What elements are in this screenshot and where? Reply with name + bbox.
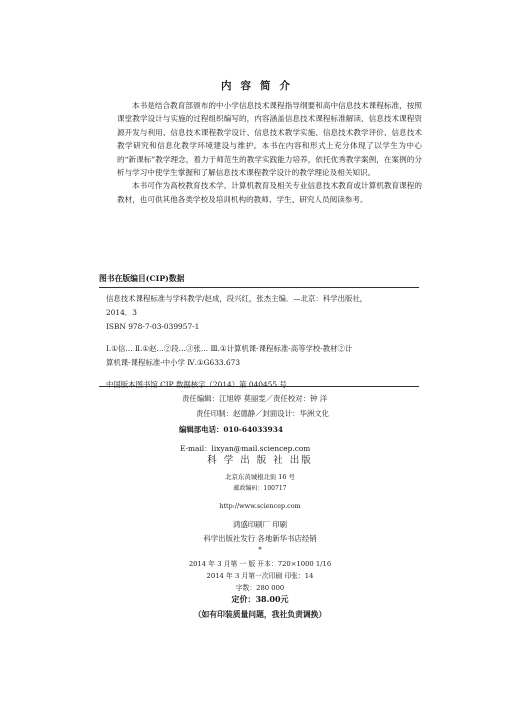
- publisher-name: 科 学 出 版 社 出版: [207, 455, 313, 466]
- word-count: 字数：280 000: [235, 584, 285, 592]
- summary-paragraph-2: 本书可作为高校教育技术学、计算机教育及相关专业信息技术教育或计算机教育课程的教材，也可供其他各类学校及培训机构的教师、学生、研究人员阅读参考。: [117, 181, 422, 204]
- cip-record-number: 中国版本图书馆 CIP 数据核字（2014）第 040455 号: [106, 380, 287, 389]
- distribution-line: 科学出版社发行 各地新华书店经销: [203, 534, 317, 543]
- price: 定价：38.00元: [231, 594, 289, 604]
- credits-editors: 责任编辑：江旭婷 莫丽雯／责任校对：钟 洋: [182, 394, 328, 403]
- quality-note: （如有印装质量问题，我社负责调换）: [193, 610, 327, 619]
- summary-paragraph-1: 本书是结合教育部颁布的中小学信息技术课程指导纲要和高中信息技术课程标准，按照课堂教学设计与实施的过程组织编写的，内容涵盖信息技术课程标准解读、信息技术课程资源开发与利用、信息技术课程教学设计、信息技术教学实施、信息技术教学评价、信息技术教学研究和信息化教学环境建设与维护。本书在内容和形式上充分体现了以学生为中心的“新课标”教学理念，着力于师范生的教学实践能力培养，依托优秀教学案例，在案例的分析与学习中使学生掌握和了解信息技术课程教学设计的教学理论及相关知识。: [117, 101, 422, 178]
- summary-title: 内容简介: [221, 80, 299, 92]
- publisher-zip: 邮政编码：100717: [233, 485, 287, 492]
- edition-line-1: 2014 年 3 月第 一 版 开本：720×1000 1/16: [188, 560, 332, 568]
- credits-printing: 责任印制：赵德静／封面设计：华洲文化: [196, 409, 330, 418]
- printer-line: 鸿盛印刷厂 印刷: [232, 520, 288, 529]
- edition-line-2: 2014 年 3 月第一次印刷 印张：14: [206, 572, 314, 580]
- cip-line-4: Ⅰ.①信… Ⅱ.①赵…②段…③张… Ⅲ.①计算机课-课程标准-高等学校-教材②计: [106, 344, 353, 353]
- cip-line-2: 2014．3: [106, 308, 137, 317]
- credits-email: E-mail：lixyan@mail.sciencep.com: [180, 444, 311, 453]
- cip-top-rule: [99, 287, 419, 288]
- cip-block: [106, 292, 416, 392]
- cip-line-1: 信息技术课程标准与学科教学/赵成，段兴红，张杰主编．—北京：科学出版社，: [106, 294, 368, 303]
- cip-isbn: ISBN 978-7-03-039957-1: [106, 322, 200, 331]
- credits-phone: 编辑部电话：010-64033934: [179, 425, 283, 434]
- cip-bottom-rule: [99, 386, 419, 387]
- cip-heading: 图书在版编目(CIP)数据: [99, 274, 185, 283]
- publisher-url: http://www.sciencep.com: [219, 502, 301, 510]
- summary-body: [117, 99, 422, 206]
- publisher-address: 北京东黄城根北街 16 号: [225, 473, 295, 481]
- separator-star: *: [258, 546, 262, 554]
- cip-line-5: 算机课-课程标准-中小学 Ⅳ.①G633.673: [106, 358, 241, 367]
